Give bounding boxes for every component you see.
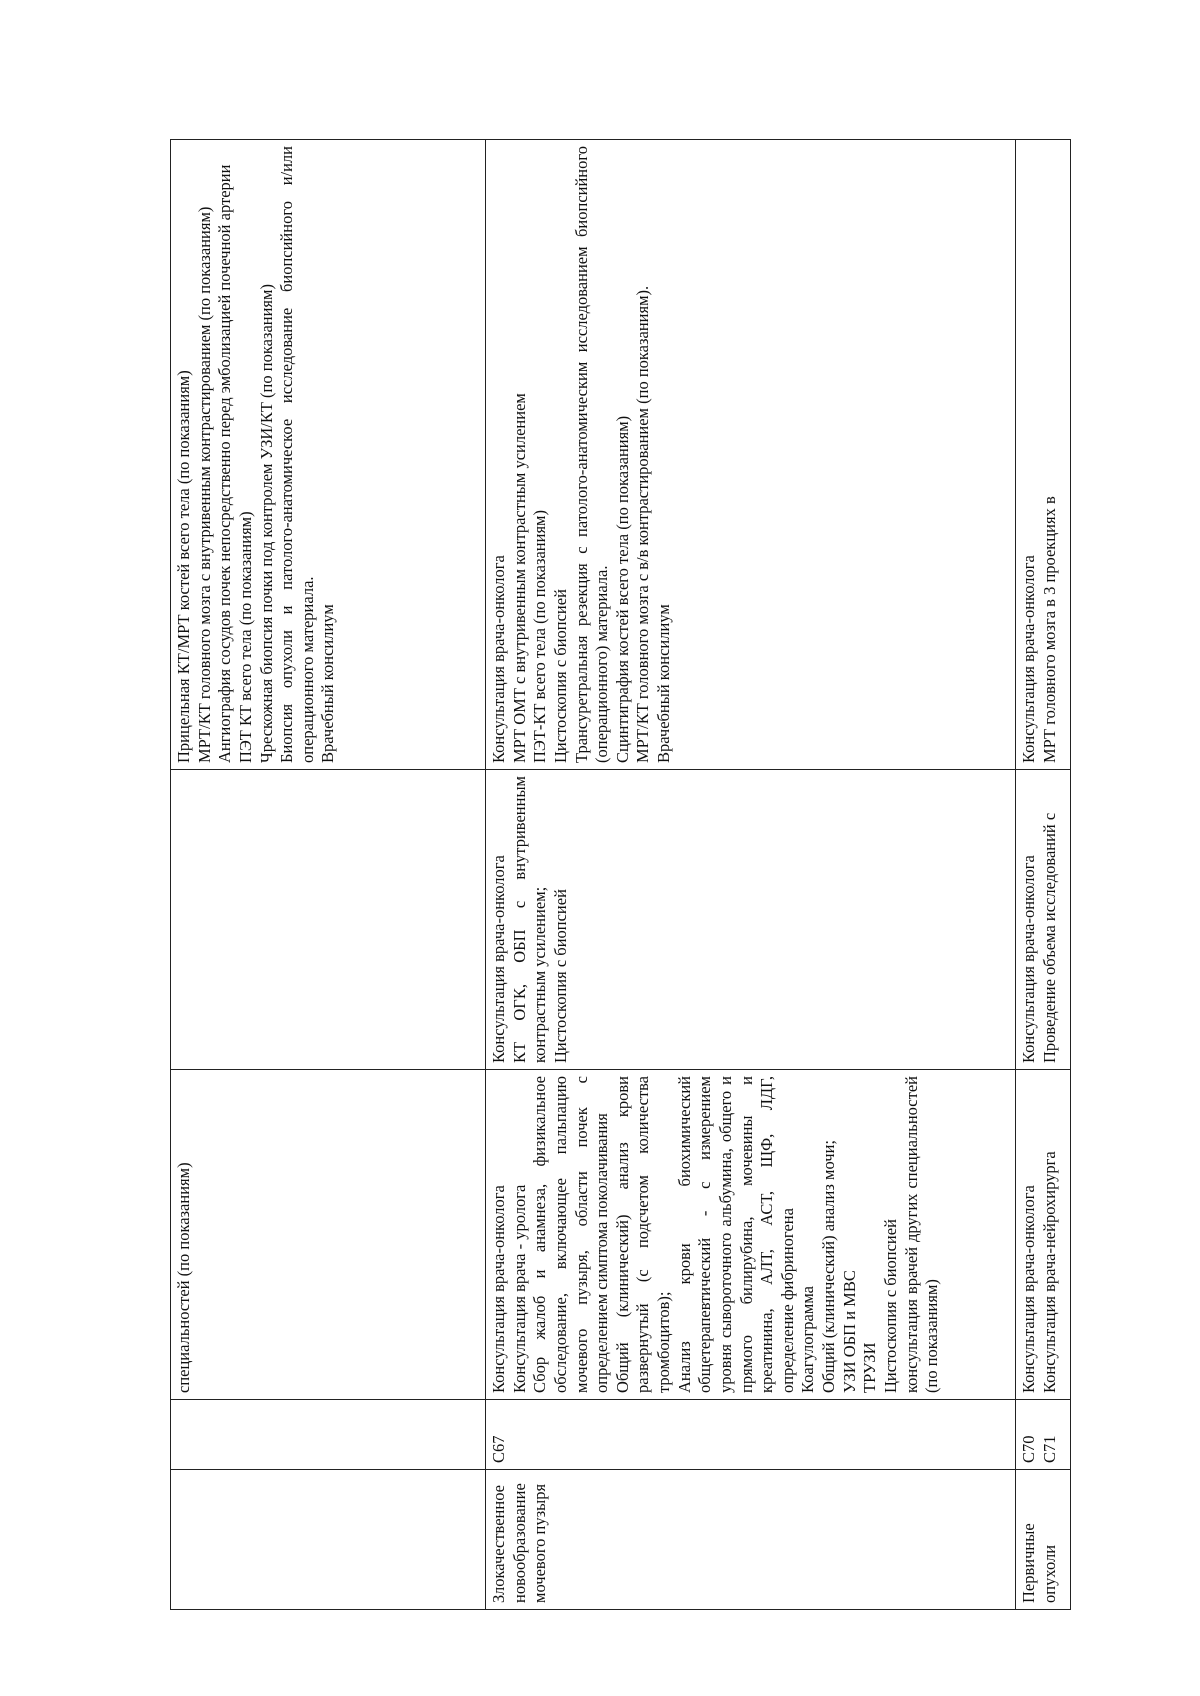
cell-line: Анализ крови биохимический общетерапевтический - с измерением уровня сывороточного альбумина, общего и прямого билирубина, мочевины и креатинина, АЛТ, АСТ, ЩФ, ЛДГ, определение фибриногена (674, 1076, 797, 1393)
rotated-table-sheet (170, 140, 1070, 1610)
primary-exam-cell (486, 1070, 1016, 1400)
icd-code-cell (1016, 1400, 1071, 1470)
cell-line: Консультация врача-онколога (1019, 555, 1038, 763)
diagnosis-name-cell (171, 1470, 486, 1610)
extended-exam-cell (1016, 140, 1071, 770)
clinical-pathway-table (170, 139, 1071, 1610)
clarifying-exam-cell (1016, 770, 1071, 1070)
primary-exam-cell (1016, 1070, 1071, 1400)
diagnosis-name: Злокачественное новообразование мочевого пузыря (489, 1483, 550, 1603)
cell-line: ПЭТ-КТ всего тела (по показаниям) (530, 510, 550, 763)
cell-line: МРТ/КТ головного мозга с внутривенным контрастированием (по показаниям) (194, 206, 214, 763)
cell-line: УЗИ ОБП и МВС (839, 1270, 859, 1393)
cell-line: Ангиография сосудов почек непосредственно перед эмболизацией почечной артерии (215, 164, 235, 763)
cell-line: Консультация врача-онколога (1019, 855, 1038, 1063)
cell-line: Сбор жалоб и анамнеза, физикальное обследование, включающее пальпацию мочевого пузыря, области почек с определением симптома поколачивания (530, 1076, 612, 1393)
cell-line: Общий (клинический) анализ мочи; (819, 1140, 838, 1393)
cell-line: Цистоскопия с биопсией (550, 589, 570, 763)
primary-exam-cell (171, 1070, 486, 1400)
extended-exam-cell (486, 140, 1016, 770)
cell-line: Коагулограмма (798, 1286, 818, 1393)
cell-line: Прицельная КТ/МРТ костей всего тела (по показаниям) (174, 370, 193, 763)
cell-line: МРТ головного мозга в 3 проекциях в (1039, 496, 1059, 763)
table-row (1016, 140, 1071, 1610)
clarifying-exam-cell (171, 770, 486, 1070)
extended-exam-cell (171, 140, 486, 770)
cell-line: КТ ОГК, ОБП с внутривенным контрастным усилением; (509, 776, 550, 1063)
cell-line: Общий (клинический) анализ крови развернутый (с подсчетом количества тромбоцитов); (612, 1076, 673, 1393)
icd-code: C70 C71 (1019, 1435, 1059, 1463)
cell-line: ТРУЗИ (860, 1342, 880, 1393)
cell-line: Сцинтиграфия костей всего тела (по показаниям) (612, 415, 632, 763)
diagnosis-name-cell (1016, 1470, 1071, 1610)
cell-line: Консультация врача-онколога (1019, 1185, 1038, 1393)
cell-line: МРТ ОМТ с внутривенным контрастным усилением (509, 393, 529, 763)
clarifying-exam-cell (486, 770, 1016, 1070)
table-row (171, 140, 486, 1610)
cell-line: Цистоскопия с биопсией (880, 1219, 900, 1393)
cell-line: консультация врачей других специальностей (по показаниям) (901, 1076, 942, 1393)
cell-line: Биопсия опухоли и патолого-анатомическое исследование биопсийного и/или операционного материала. (277, 146, 317, 763)
cell-line: Чрескожная биопсия почки под контролем УЗИ/КТ (по показаниям) (256, 284, 276, 763)
icd-code-cell (171, 1400, 486, 1470)
cell-line: Трансуретральная резекция с патолого-анатомическим исследованием биопсийного (операционного) материала. (571, 146, 612, 763)
diagnosis-name-cell (486, 1470, 1016, 1610)
cell-line: Врачебный консилиум (654, 604, 673, 763)
cell-line: Врачебный консилиум (318, 604, 338, 763)
cell-line: ПЭТ КТ всего тела (по показаниям) (235, 511, 255, 763)
diagnosis-name: Первичные опухоли (1019, 1523, 1059, 1603)
cell-line: Консультация врача - уролога (509, 1184, 529, 1393)
cell-line: Консультация врача-нейрохирурга (1039, 1151, 1059, 1393)
cell-line: Цистоскопия с биопсией (550, 889, 570, 1063)
table-row (486, 140, 1016, 1610)
cell-line: Консультация врача-онколога (489, 1185, 508, 1393)
cell-line: Консультация врача-онколога (489, 855, 508, 1063)
cell-line: Проведение объема исследований с (1039, 812, 1059, 1063)
cell-line: МРТ/КТ головного мозга с в/в контрастированием (по показаниям). (633, 285, 653, 763)
cell-line: специальностей (по показаниям) (174, 1162, 193, 1393)
icd-code: C67 (489, 1435, 508, 1463)
icd-code-cell (486, 1400, 1016, 1470)
cell-line: Консультация врача-онколога (489, 555, 508, 763)
